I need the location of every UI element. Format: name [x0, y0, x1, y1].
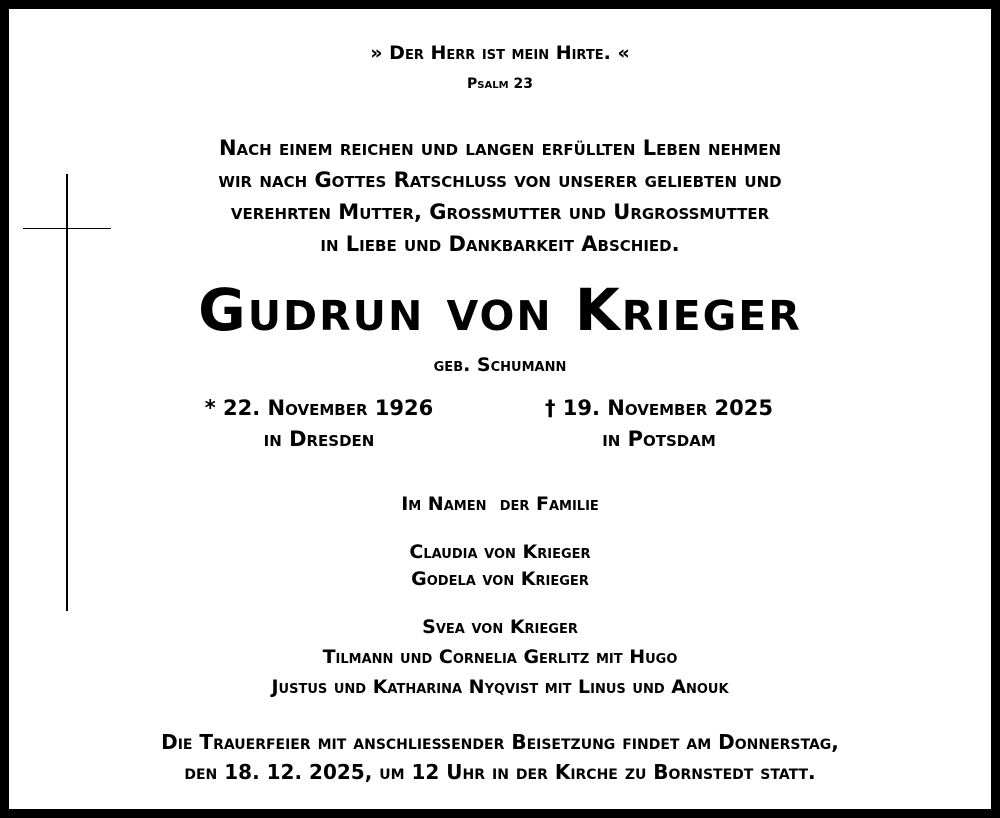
birth-info [169, 393, 469, 455]
intro-line: verehrten Mutter, Grossmutter und Urgrossmutter [230, 200, 770, 224]
service-announcement [9, 727, 991, 787]
mourner-name: Justus und Katharina Nyqvist mit Linus und Anouk [271, 676, 729, 698]
death-date: † 19. November 2025 [544, 396, 774, 420]
intro-line: wir nach Gottes Ratschluss von unserer geliebten und [218, 168, 782, 192]
intro-text [9, 132, 991, 260]
mourner-name: Svea von Krieger [422, 616, 578, 638]
birth-date: * 22. November 1926 [204, 396, 434, 420]
family-heading: Im Namen der Familie [401, 493, 599, 515]
mourner-name: Claudia von Krieger [409, 541, 591, 563]
birth-name: geb. Schumann [433, 354, 567, 376]
birth-place: in Dresden [263, 427, 375, 451]
psalm-reference: Psalm 23 [467, 76, 533, 92]
motto: » Der Herr ist mein Hirte. « [370, 42, 630, 64]
deceased-name: Gudrun von Krieger [198, 276, 802, 344]
intro-line: Nach einem reichen und langen erfüllten Leben nehmen [218, 136, 782, 160]
death-place: in Potsdam [602, 427, 716, 451]
mourner-name: Godela von Krieger [411, 568, 589, 590]
death-info [509, 393, 809, 455]
mourners-group-b [9, 612, 991, 702]
mourner-name: Tilmann und Cornelia Gerlitz mit Hugo [322, 646, 678, 668]
intro-line: in Liebe und Dankbarkeit Abschied. [320, 232, 680, 256]
mourners-group-a [9, 539, 991, 593]
service-line: den 18. 12. 2025, um 12 Uhr in der Kirche zu Bornstedt statt. [184, 760, 816, 784]
service-line: Die Trauerfeier mit anschliessender Beisetzung findet am Donnerstag, [161, 730, 839, 754]
